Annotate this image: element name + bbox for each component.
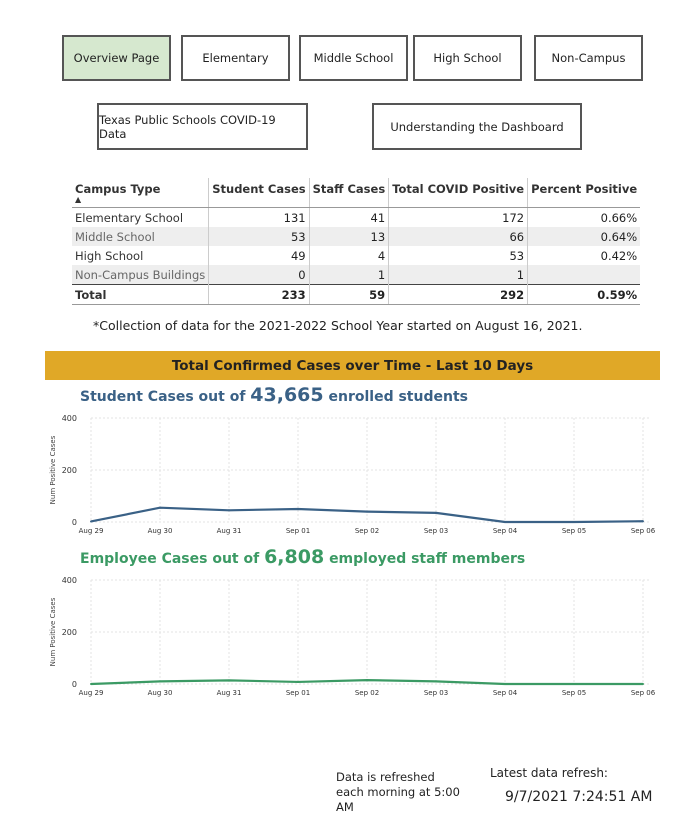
data-point — [435, 680, 437, 682]
employee-title-prefix: Employee Cases out of — [80, 551, 260, 567]
data-point — [228, 679, 230, 681]
data-point — [159, 507, 161, 509]
y-tick-label: 400 — [61, 414, 77, 423]
student-chart-title — [80, 384, 468, 406]
column-header-percent-positive[interactable]: Percent Positive — [528, 178, 641, 208]
table-cell: 1 — [389, 265, 528, 285]
employee-title-suffix: employed staff members — [329, 551, 526, 567]
overview-page-button[interactable]: Overview Page — [62, 35, 171, 81]
data-point — [504, 521, 506, 523]
x-tick-label: Sep 02 — [354, 527, 380, 535]
data-point — [573, 683, 575, 685]
employee-cases-chart — [45, 570, 665, 702]
column-header-total-covid-positive[interactable]: Total COVID Positive — [389, 178, 528, 208]
data-point — [297, 681, 299, 683]
latest-refresh-label: Latest data refresh: — [490, 766, 608, 780]
x-tick-label: Sep 05 — [561, 689, 587, 697]
table-cell: High School — [75, 248, 144, 263]
table-cell: 0.59% — [528, 285, 641, 305]
y-axis-label: Num Positive Cases — [49, 597, 57, 667]
table-cell: 1 — [309, 265, 389, 285]
table-cell: 0.42% — [528, 246, 641, 265]
data-point — [642, 520, 644, 522]
table-cell: 131 — [209, 208, 309, 228]
table-cell: 49 — [209, 246, 309, 265]
texas-public-schools-button[interactable]: Texas Public Schools COVID-19 Data — [97, 103, 308, 150]
data-point — [504, 683, 506, 685]
y-tick-label: 0 — [71, 518, 77, 527]
y-axis-label: Num Positive Cases — [49, 435, 57, 505]
table-cell: 59 — [309, 285, 389, 305]
y-tick-label: 0 — [71, 680, 77, 689]
x-tick-label: Sep 02 — [354, 689, 380, 697]
employee-chart-title — [80, 546, 525, 568]
x-tick-label: Sep 05 — [561, 527, 587, 535]
table-row — [72, 227, 640, 246]
data-point — [90, 683, 92, 685]
high-school-button[interactable]: High School — [413, 35, 522, 81]
data-point — [573, 521, 575, 523]
student-enrolled-count: 43,665 — [250, 384, 324, 406]
table-cell: 0.64% — [528, 227, 641, 246]
refresh-schedule-note: Data is refreshed each morning at 5:00 AM — [336, 770, 460, 814]
x-tick-label: Aug 29 — [78, 527, 104, 535]
data-point — [228, 509, 230, 511]
student-cases-chart — [45, 408, 665, 540]
x-tick-label: Sep 03 — [423, 527, 449, 535]
understanding-dashboard-button[interactable]: Understanding the Dashboard — [372, 103, 582, 150]
x-tick-label: Sep 04 — [492, 689, 518, 697]
table-cell: Total — [72, 285, 209, 305]
x-tick-label: Sep 03 — [423, 689, 449, 697]
x-tick-label: Sep 01 — [285, 689, 311, 697]
x-tick-label: Sep 06 — [630, 527, 656, 535]
data-point — [366, 511, 368, 513]
student-title-prefix: Student Cases out of — [80, 389, 246, 405]
sort-ascending-icon: ▲ — [75, 195, 82, 204]
table-cell: Non-Campus Buildings — [72, 265, 209, 285]
data-point — [159, 680, 161, 682]
table-row — [72, 265, 640, 285]
table-cell: 13 — [309, 227, 389, 246]
table-cell: 0.66% — [528, 208, 641, 228]
employee-staff-count: 6,808 — [264, 546, 325, 568]
table-cell: 41 — [309, 208, 389, 228]
table-row — [72, 246, 640, 265]
data-point — [366, 679, 368, 681]
middle-school-button[interactable]: Middle School — [299, 35, 408, 81]
column-header-student-cases[interactable]: Student Cases — [209, 178, 309, 208]
non-campus-button[interactable]: Non-Campus — [534, 35, 643, 81]
x-tick-label: Aug 31 — [216, 689, 242, 697]
x-tick-label: Sep 06 — [630, 689, 656, 697]
data-point — [435, 512, 437, 514]
data-point — [90, 520, 92, 522]
table-total-row — [72, 285, 640, 305]
table-cell: 292 — [389, 285, 528, 305]
column-header-campus-type[interactable]: Campus Type ▲ — [72, 178, 209, 208]
student-title-suffix: enrolled students — [328, 389, 468, 405]
x-tick-label: Aug 29 — [78, 689, 104, 697]
y-tick-label: 200 — [61, 466, 77, 475]
table-cell: Middle School — [72, 227, 209, 246]
table-cell — [528, 265, 641, 285]
x-tick-label: Aug 30 — [147, 527, 173, 535]
table-cell: Elementary School — [75, 210, 184, 225]
data-collection-note: *Collection of data for the 2021-2022 School Year started on August 16, 2021. — [93, 318, 583, 333]
data-point — [297, 508, 299, 510]
x-tick-label: Aug 31 — [216, 527, 242, 535]
elementary-button[interactable]: Elementary — [181, 35, 290, 81]
x-tick-label: Sep 04 — [492, 527, 518, 535]
table-cell: 53 — [209, 227, 309, 246]
table-cell: 53 — [389, 246, 528, 265]
y-tick-label: 200 — [61, 628, 77, 637]
column-header-staff-cases[interactable]: Staff Cases — [309, 178, 389, 208]
table-cell: 233 — [209, 285, 309, 305]
table-cell: 4 — [309, 246, 389, 265]
x-tick-label: Sep 01 — [285, 527, 311, 535]
data-point — [642, 683, 644, 685]
x-tick-label: Aug 30 — [147, 689, 173, 697]
table-cell: 66 — [389, 227, 528, 246]
table-cell: 0 — [209, 265, 309, 285]
table-row — [72, 208, 640, 228]
campus-type-table — [72, 178, 640, 305]
cases-over-time-banner: Total Confirmed Cases over Time - Last 10 Days — [45, 351, 660, 380]
latest-refresh-value: 9/7/2021 7:24:51 AM — [505, 789, 653, 805]
y-tick-label: 400 — [61, 576, 77, 585]
table-cell: 172 — [389, 208, 528, 228]
